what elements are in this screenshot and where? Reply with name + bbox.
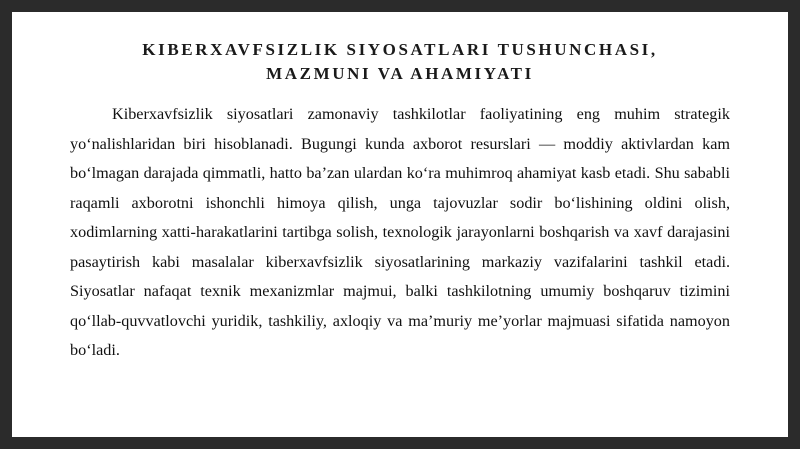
title-line-2: MAZMUNI VA AHAMIYATI bbox=[266, 64, 534, 83]
document-page bbox=[12, 12, 788, 437]
document-title bbox=[70, 38, 730, 86]
body-paragraph: Kiberxavfsizlik siyosatlari zamonaviy tashkilotlar faoliyatining eng muhim strategik yo‘nalishlaridan biri hisoblanadi. Bugungi kunda axborot resurslari — moddiy aktivlardan kam bo‘lmagan darajada qimmatli, hatto ba’zan ulardan ko‘ra muhimroq ahamiyat kasb etadi. Shu sababli raqamli axborotni ishonchli himoya qilish, unga tajovuzlar sodir bo‘lishining oldini olish, xodimlarning xatti-harakatlarini tartibga solish, texnologik jarayonlarni boshqarish va xavf darajasini pasaytirish kabi masalalar kiberxavfsizlik siyosatlarining markaziy vazifalarini tashkil etadi. Siyosatlar nafaqat texnik mexanizmlar majmui, balki tashkilotning umumiy boshqaruv tizimini qo‘llab-quvvatlovchi yuridik, tashkiliy, axloqiy va ma’muriy me’yorlar majmuasi sifatida namoyon bo‘ladi. bbox=[70, 105, 730, 359]
title-line-1: KIBERXAVFSIZLIK SIYOSATLARI TUSHUNCHASI, bbox=[142, 40, 658, 59]
